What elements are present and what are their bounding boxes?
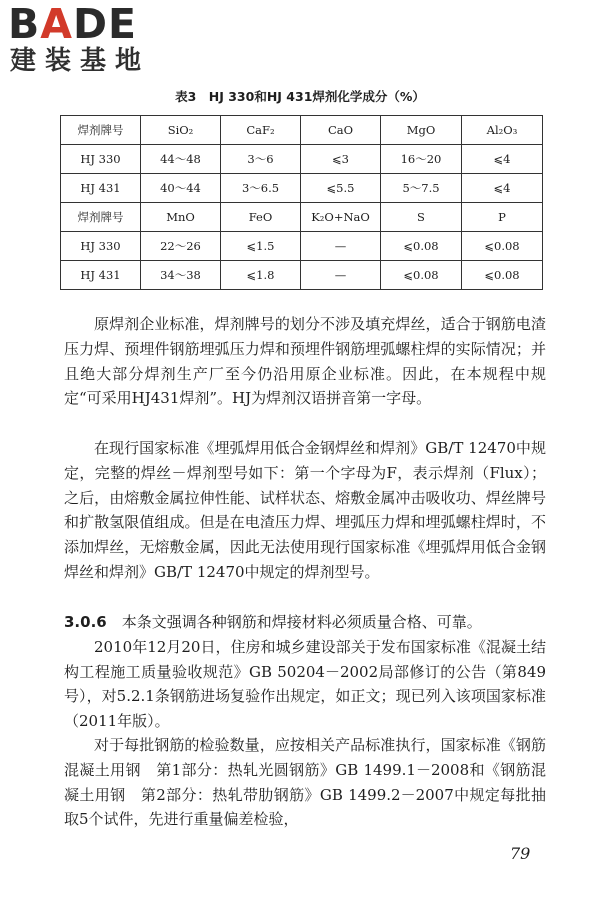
table-caption: 表3 HJ 330和HJ 431焊剂化学成分（%） <box>175 89 425 104</box>
header-cell: P <box>462 203 543 232</box>
header-cell: 焊剂牌号 <box>61 116 141 145</box>
table-cell: ⩽0.08 <box>381 261 462 290</box>
logo-wordmark <box>8 2 150 46</box>
table-cell: ⩽0.08 <box>462 232 543 261</box>
logo-accent-letter: A <box>40 0 73 48</box>
table-cell: 34～38 <box>141 261 221 290</box>
table-cell: 22～26 <box>141 232 221 261</box>
paragraph: 在现行国家标准《埋弧焊用低合金钢焊丝和焊剂》GB/T 12470中规定，完整的焊丝－焊剂型号如下：第一个字母为F，表示焊剂（Flux）；之后，由熔敷金属拉伸性能、试样状态、熔敷金属冲击吸收功、焊丝牌号和扩散氢限值组成。但是在电渣压力焊、埋弧压力焊和埋弧螺柱焊时，不添加焊丝，无熔敷金属，因此无法使用现行国家标准《埋弧焊用低合金钢焊丝和焊剂》GB/T 12470中规定的焊剂型号。 <box>64 439 546 581</box>
logo <box>8 2 150 76</box>
table-cell: 16～20 <box>381 145 462 174</box>
paragraph: 对于每批钢筋的检验数量，应按相关产品标准执行，国家标准《钢筋混凝土用钢 第1部分：热轧光圆钢筋》GB 1499.1－2008和《钢筋混凝土用钢 第2部分：热轧带肋钢筋》GB 1499.2－2007中规定每批抽取5个试件，先进行重量偏差检验， <box>64 736 546 829</box>
header-cell: 焊剂牌号 <box>61 203 141 232</box>
section-heading <box>64 610 546 635</box>
table-cell: ⩽4 <box>462 174 543 203</box>
table-cell: 44～48 <box>141 145 221 174</box>
paragraph: 原焊剂企业标准，焊剂牌号的划分不涉及填充焊丝，适合于钢筋电渣压力焊、预埋件钢筋埋弧压力焊和预埋件钢筋埋弧螺柱焊的实际情况；并且绝大部分焊剂生产厂至今仍沿用原企业标准。因此，在本规程中规定“可采用HJ431焊剂”。HJ为焊剂汉语拼音第一字母。 <box>64 315 546 408</box>
header-cell: MgO <box>381 116 462 145</box>
header-cell: FeO <box>221 203 301 232</box>
table-cell: ⩽1.5 <box>221 232 301 261</box>
paragraph: 2010年12月20日，住房和城乡建设部关于发布国家标准《混凝土结构工程施工质量验收规范》GB 50204－2002局部修订的公告（第849号），对5.2.1条钢筋进场复验作出规定，如正文；现已列入该项国家标准（2011年版）。 <box>64 637 546 731</box>
table-row <box>61 174 543 203</box>
table-cell: HJ 330 <box>61 232 141 261</box>
header-cell: S <box>381 203 462 232</box>
table-cell: HJ 431 <box>61 174 141 203</box>
table-cell: — <box>301 232 381 261</box>
table-row <box>61 145 543 174</box>
table-cell: ⩽1.8 <box>221 261 301 290</box>
header-cell: K₂O+NaO <box>301 203 381 232</box>
table-row <box>61 261 543 290</box>
table-cell: 3～6.5 <box>221 174 301 203</box>
header-cell: CaO <box>301 116 381 145</box>
chemical-composition-table <box>60 115 543 290</box>
page-number: 79 <box>510 844 531 863</box>
logo-letter: B <box>8 0 41 48</box>
table-header-row <box>61 116 543 145</box>
table-cell: 40～44 <box>141 174 221 203</box>
table-cell: HJ 330 <box>61 145 141 174</box>
table-cell: ⩽5.5 <box>301 174 381 203</box>
header-cell: MnO <box>141 203 221 232</box>
section-number: 3.0.6 <box>64 613 107 631</box>
header-cell: Al₂O₃ <box>462 116 543 145</box>
section-3-0-6 <box>64 610 546 734</box>
logo-letters: DE <box>73 0 138 48</box>
header-cell: CaF₂ <box>221 116 301 145</box>
table-cell: — <box>301 261 381 290</box>
table-cell: ⩽4 <box>462 145 543 174</box>
header-cell: SiO₂ <box>141 116 221 145</box>
table-cell: ⩽3 <box>301 145 381 174</box>
logo-subtitle: 建装基地 <box>10 46 151 76</box>
table-cell: ⩽0.08 <box>381 232 462 261</box>
table-header-row <box>61 203 543 232</box>
table-cell: 5～7.5 <box>381 174 462 203</box>
table-cell: 3～6 <box>221 145 301 174</box>
table-cell: ⩽0.08 <box>462 261 543 290</box>
table-row <box>61 232 543 261</box>
table-cell: HJ 431 <box>61 261 141 290</box>
section-title: 本条文强调各种钢筋和焊接材料必须质量合格、可靠。 <box>121 613 482 631</box>
